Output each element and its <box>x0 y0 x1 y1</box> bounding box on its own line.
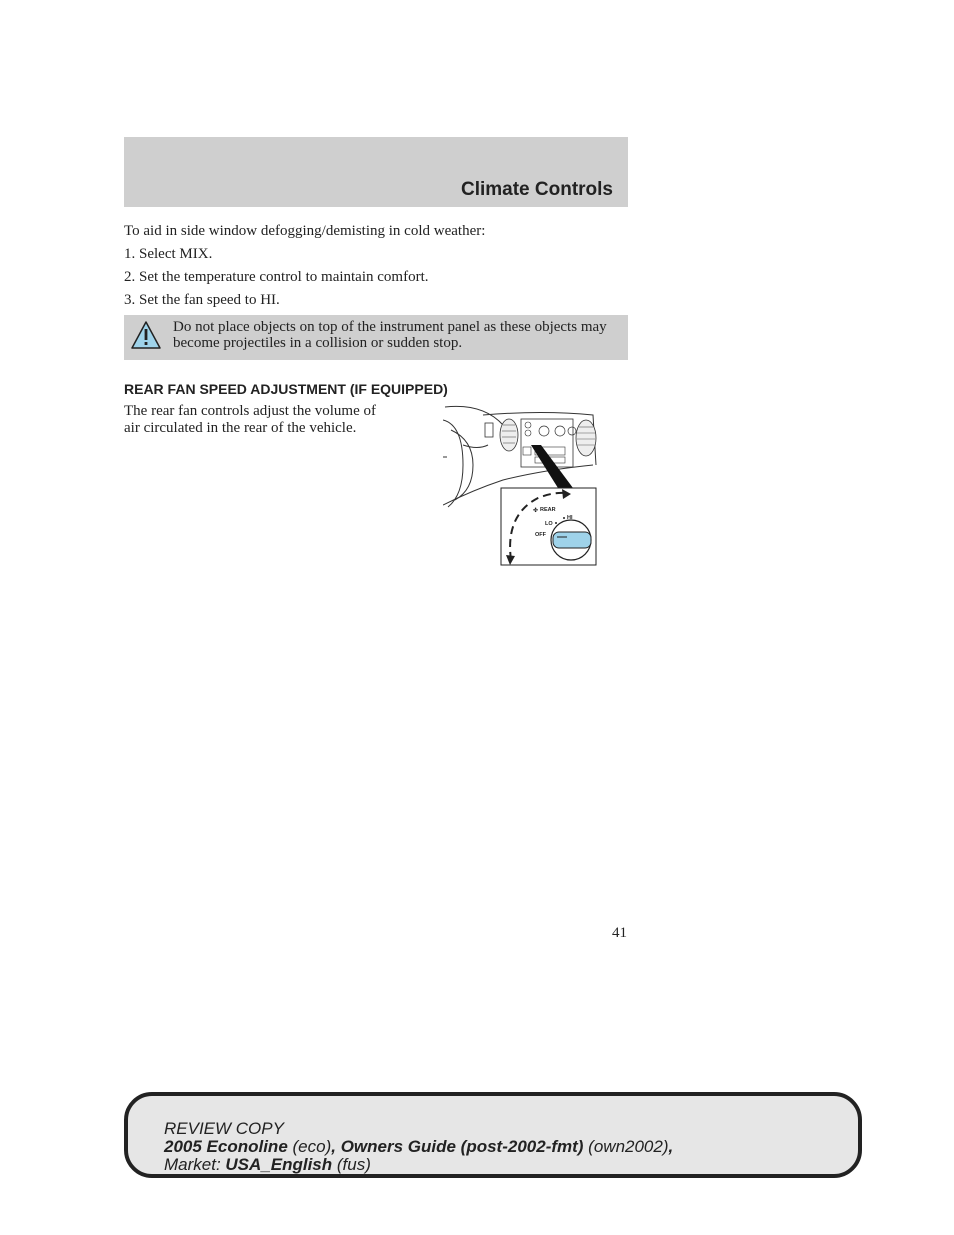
label-hi: HI <box>567 515 573 521</box>
label-rear: REAR <box>540 507 556 513</box>
footer-line-2 <box>164 1138 673 1156</box>
footer-text <box>164 1120 673 1174</box>
step-3: 3. Set the fan speed to HI. <box>124 292 280 308</box>
step-2: 2. Set the temperature control to maintain comfort. <box>124 269 429 285</box>
svg-text:✤: ✤ <box>533 508 539 514</box>
rear-fan-control-illustration <box>443 405 598 567</box>
footer-model: 2005 Econoline <box>164 1137 288 1156</box>
page-title: Climate Controls <box>460 179 613 200</box>
footer-guide: , Owners Guide (post-2002-fmt) <box>331 1137 584 1156</box>
footer-line-1: REVIEW COPY <box>164 1119 284 1138</box>
footer-line-3 <box>164 1156 673 1174</box>
warning-text: Do not place objects on top of the instrument panel as these objects may become projectiles in a collision or sudden stop. <box>173 319 607 351</box>
page-number: 41 <box>612 925 627 941</box>
footer-model-code: (eco) <box>287 1137 332 1156</box>
footer-comma: , <box>668 1137 674 1156</box>
label-off: OFF <box>535 532 546 538</box>
section-heading: REAR FAN SPEED ADJUSTMENT (IF EQUIPPED) <box>124 381 448 397</box>
footer-guide-code: (own2002) <box>583 1137 669 1156</box>
intro-lead: To aid in side window defogging/demisting in cold weather: <box>124 223 486 239</box>
warning-triangle-icon <box>130 320 162 350</box>
footer-market-label: Market: <box>164 1155 226 1174</box>
section-body: The rear fan controls adjust the volume of air circulated in the rear of the vehicle. <box>124 403 376 436</box>
intro-block <box>124 220 628 312</box>
step-1: 1. Select MIX. <box>124 246 213 262</box>
label-lo: LO <box>545 521 553 527</box>
section-header-band <box>124 137 628 207</box>
footer-market-code: (fus) <box>332 1155 371 1174</box>
review-copy-footer <box>124 1092 862 1178</box>
warning-box <box>124 315 628 360</box>
footer-market: USA_English <box>225 1155 333 1174</box>
